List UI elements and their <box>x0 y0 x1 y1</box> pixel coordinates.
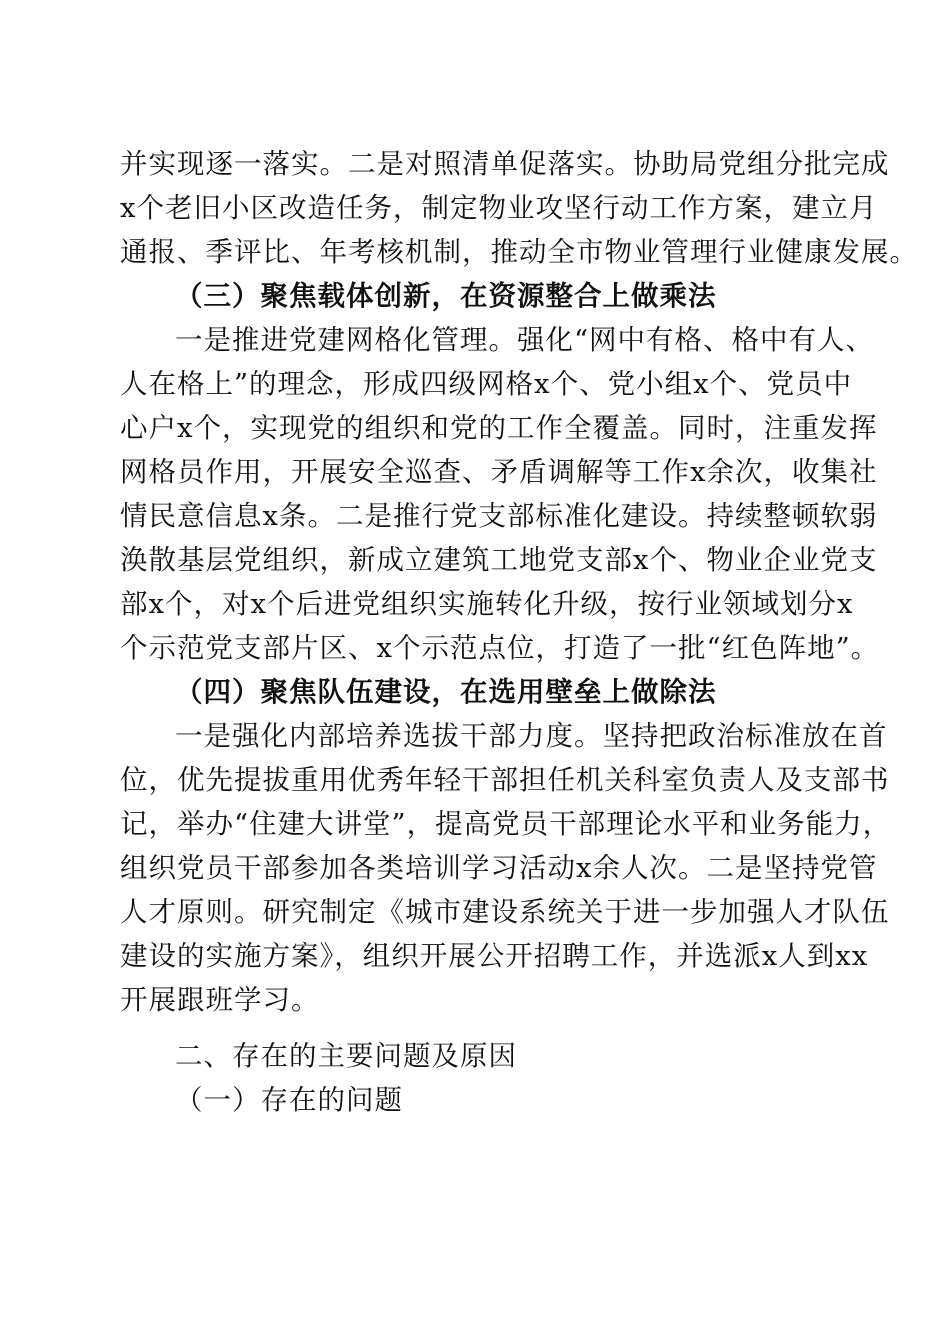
paragraph-line: 人在格上”的理念，形成四级网格x个、党小组x个、党员中 <box>120 368 853 400</box>
paragraph-line: 人才原则。研究制定《城市建设系统关于进一步加强人才队伍 <box>120 896 890 928</box>
paragraph-line: 通报、季评比、年考核机制，推动全市物业管理行业健康发展。 <box>120 236 918 268</box>
section-heading-4: （四）聚焦队伍建设，在选用壁垒上做除法 <box>175 676 717 708</box>
paragraph-line: 记，举办“住建大讲堂”，提高党员干部理论水平和业务能力， <box>120 808 892 840</box>
paragraph-line: 组织党员干部参加各类培训学习活动x余人次。二是坚持党管 <box>120 852 878 884</box>
section-heading-3: （三）聚焦载体创新，在资源整合上做乘法 <box>175 280 717 312</box>
paragraph-line: 一是强化内部培养选拔干部力度。坚持把政治标准放在首 <box>175 720 888 752</box>
paragraph-line: 情民意信息x条。二是推行党支部标准化建设。持续整顿软弱 <box>120 500 878 532</box>
paragraph-line: 心户x个，实现党的组织和党的工作全覆盖。同时，注重发挥 <box>120 412 878 444</box>
paragraph-line: 位，优先提拔重用优秀年轻干部担任机关科室负责人及支部书 <box>120 764 890 796</box>
paragraph-line: 部x个，对x个后进党组织实施转化升级，按行业领域划分x <box>120 588 854 620</box>
paragraph-line: 开展跟班学习。 <box>120 984 320 1016</box>
paragraph-line: 建设的实施方案》，组织开展公开招聘工作，并选派x人到xx <box>120 940 869 972</box>
paragraph-line: x个老旧小区改造任务，制定物业攻坚行动工作方案，建立月 <box>120 192 878 224</box>
paragraph-line: 个示范党支部片区、x个示范点位，打造了一批“红色阵地”。 <box>120 632 880 664</box>
paragraph-line: 并实现逐一落实。二是对照清单促落实。协助局党组分批完成 <box>120 148 890 180</box>
subsection-heading: （一）存在的问题 <box>175 1084 403 1116</box>
paragraph-line: 网格员作用，开展安全巡查、矛盾调解等工作x余次，收集社 <box>120 456 878 488</box>
chapter-heading: 二、存在的主要问题及原因 <box>175 1040 517 1072</box>
paragraph-line: 涣散基层党组织，新成立建筑工地党支部x个、物业企业党支 <box>120 544 878 576</box>
paragraph-line: 一是推进党建网格化管理。强化“网中有格、格中有人、 <box>175 324 875 356</box>
